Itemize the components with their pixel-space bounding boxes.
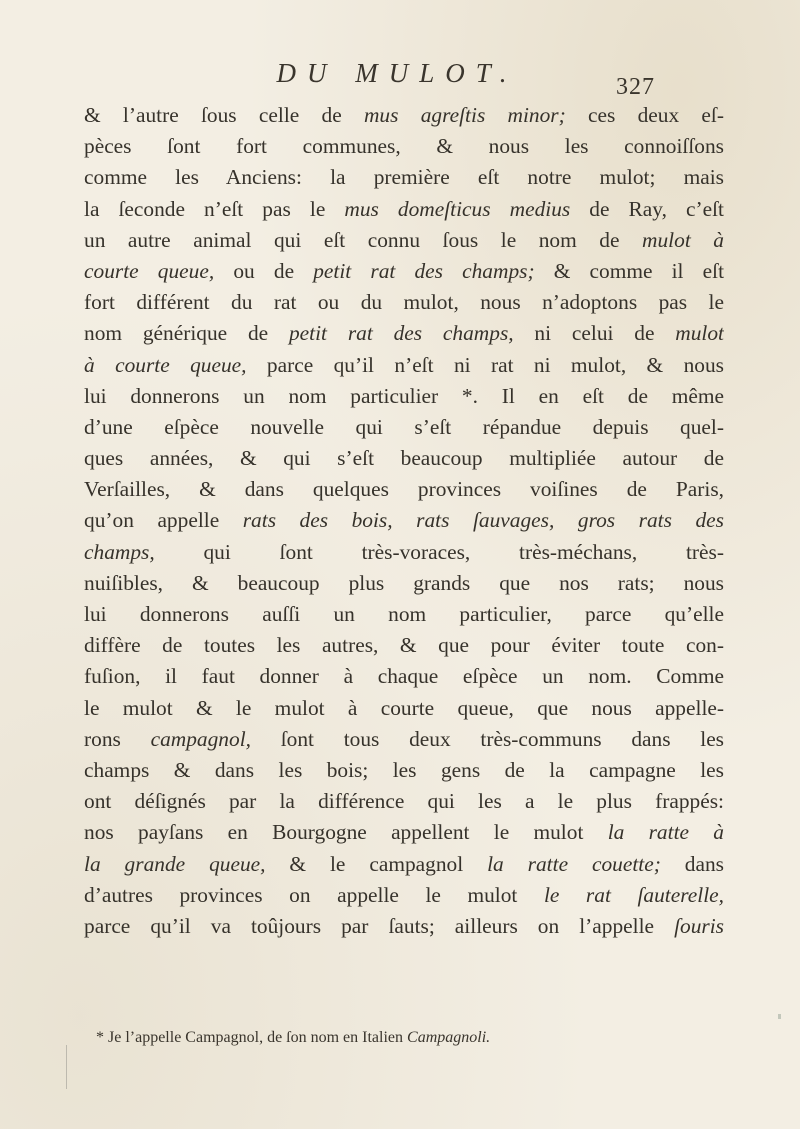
italic-segment: la grande queue, [84,851,266,876]
italic-segment: petit rat des champs; [313,258,535,283]
text-segment: Verſailles, & dans quelques provinces voiſines de Paris, [84,477,724,502]
text-line [84,162,724,193]
text-line [84,880,724,911]
page-number: 327 [616,74,655,100]
italic-segment: champs, [84,539,155,564]
text-line [84,568,724,599]
text-segment: champs & dans les bois; les gens de la campagne les [84,757,724,782]
text-segment: nom générique de [84,321,289,346]
text-line [84,786,724,817]
italic-segment: mus agreſtis minor; [363,103,566,127]
text-segment: le mulot & le mulot à courte queue, que nous appelle- [84,695,724,720]
text-line [84,849,724,880]
text-line [84,537,724,568]
text-segment: & l’autre ſous celle de [84,103,364,127]
main-text [84,100,724,942]
text-line [84,693,724,724]
italic-segment: mulot [675,321,724,346]
text-segment: ces deux eſ- [565,103,724,127]
text-line [84,505,724,536]
italic-segment: campagnol, [150,726,251,751]
text-segment: de Ray, c’eſt [570,196,724,221]
text-segment: ou de [214,258,314,283]
footnote-text: * Je l’appelle Campagnol, de ſon nom en Italien [96,1029,408,1046]
text-segment: parce qu’il n’eſt ni rat ni mulot, & nous [246,352,724,377]
text-segment: & comme il eſt [534,258,724,283]
text-line [84,256,724,287]
italic-segment: mus domeſticus medius [344,196,571,221]
text-segment: parce qu’il va toûjours par ſauts; ailleurs on l’appelle [84,913,675,938]
italic-segment: rats des bois, rats ſauvages, gros rats des [242,508,724,533]
text-line [84,817,724,848]
text-segment: diffère de toutes les autres, & que pour éviter toute con- [84,633,724,658]
italic-segment: la ratte à [607,820,724,845]
text-line [84,318,724,349]
text-line [84,194,724,225]
italic-segment: la ratte couette; [487,851,661,876]
text-segment: qui ſont très-voraces, très-méchans, très- [154,539,724,564]
text-line [84,287,724,318]
footnote-italic: Campagnoli. [407,1029,491,1046]
text-segment: comme les Anciens: la première eſt notre mulot; mais [84,165,724,190]
text-line [84,100,724,131]
text-line [84,474,724,505]
text-segment: ont déſignés par la différence qui les a le plus frappés: [84,789,724,814]
text-segment: dans [660,851,724,876]
text-segment: & le campagnol [265,851,488,876]
italic-segment: à courte queue, [84,352,247,377]
text-segment: ques années, & qui s’eſt beaucoup multipliée autour de [84,446,724,471]
text-segment: d’une eſpèce nouvelle qui s’eſt répandue depuis quel- [84,414,724,439]
italic-segment: mulot à [642,227,724,252]
text-line [84,131,724,162]
text-line [84,724,724,755]
text-segment: rons [84,726,151,751]
text-line [84,599,724,630]
text-line [84,755,724,786]
italic-segment: petit rat des champs, [288,321,514,346]
text-line [84,225,724,256]
italic-segment: courte queue, [84,258,215,283]
text-segment: un autre animal qui eſt connu ſous le nom de [84,227,643,252]
italic-segment: ſouris [674,913,724,938]
text-segment: d’autres provinces on appelle le mulot [84,882,544,907]
text-segment: qu’on appelle [84,508,243,533]
paper-speck [66,1045,67,1089]
text-line [84,350,724,381]
text-segment: fort différent du rat ou du mulot, nous n’adoptons pas le [84,290,724,315]
italic-segment: le rat ſauterelle, [543,882,724,907]
text-line [84,443,724,474]
text-line [84,381,724,412]
running-title: DU MULOT. [276,58,518,88]
text-segment: fuſion, il faut donner à chaque eſpèce un nom. Comme [84,664,724,689]
text-segment: lui donnerons auſſi un nom particulier, parce qu’elle [84,602,724,626]
text-line [84,412,724,443]
text-segment: ſont tous deux très-communs dans les [250,726,724,751]
footnote [96,1029,716,1047]
text-segment: pèces ſont fort communes, & nous les connoiſſons [84,134,724,159]
text-segment: la ſeconde n’eſt pas le [84,196,345,221]
text-line [84,911,724,942]
text-line [84,661,724,692]
text-segment: ni celui de [513,321,676,346]
text-segment: lui donnerons un nom particulier *. Il en eſt de même [84,383,724,408]
paper-speck [778,1014,781,1019]
text-segment: nuiſibles, & beaucoup plus grands que nos rats; nous [84,570,724,595]
text-segment: nos payſans en Bourgogne appellent le mulot [84,820,608,845]
text-line [84,630,724,661]
